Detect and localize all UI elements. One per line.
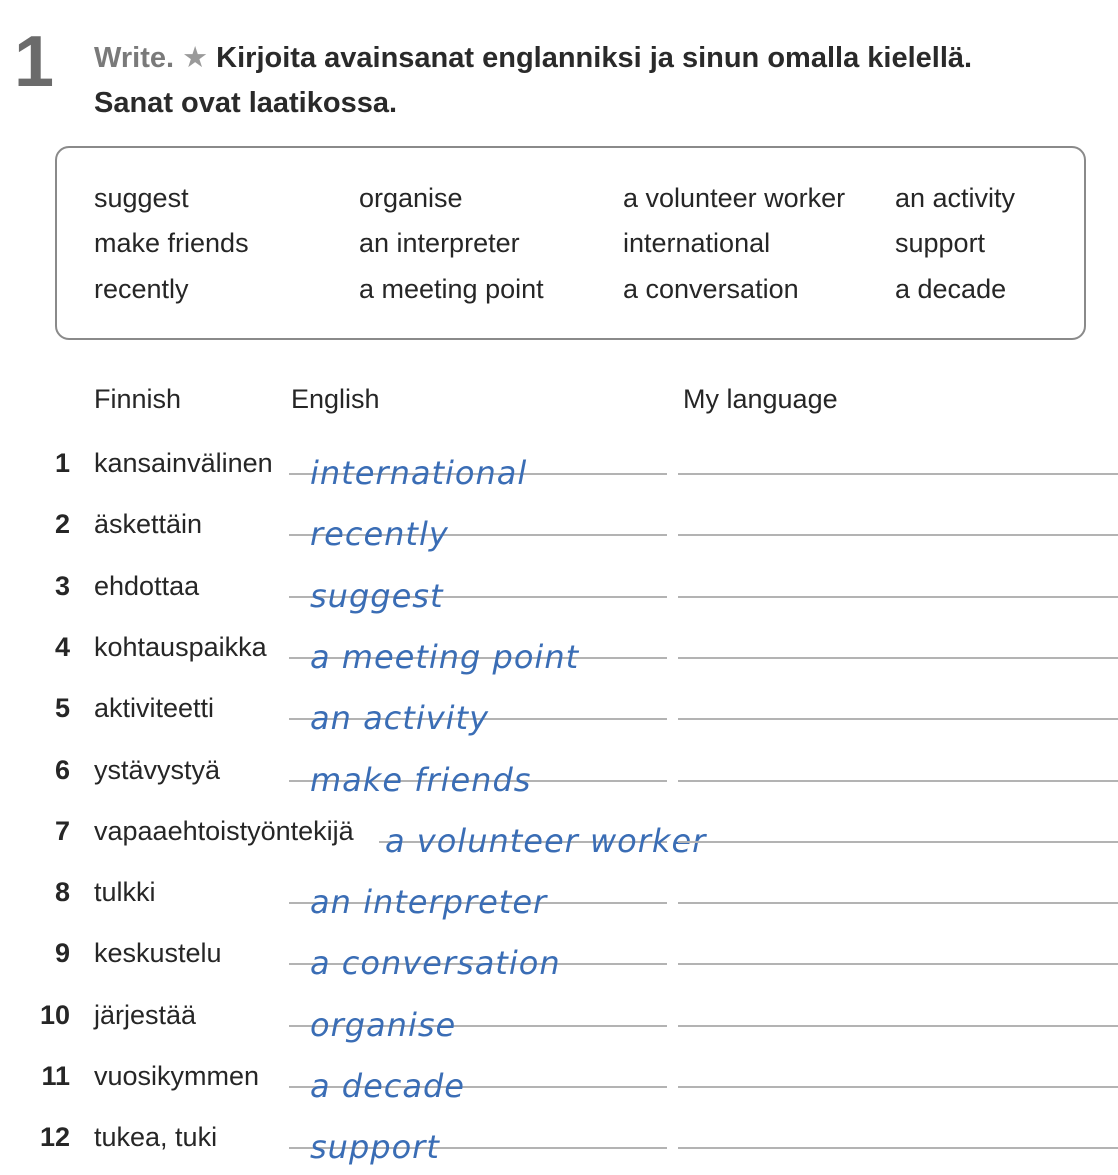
english-answer: recently xyxy=(310,515,449,553)
instruction-line-1: Kirjoita avainsanat englanniksi ja sinun omalla kielellä. xyxy=(216,42,973,74)
word-box-word: support xyxy=(895,228,986,258)
item-number: 5 xyxy=(54,693,70,723)
finnish-word: aktiviteetti xyxy=(94,693,215,723)
item-number: 1 xyxy=(54,448,70,478)
my-language-answer-field[interactable] xyxy=(678,841,1118,843)
my-language-answer-field[interactable] xyxy=(678,1025,1118,1027)
english-answer-field[interactable] xyxy=(379,822,707,860)
list-item xyxy=(0,1053,1118,1114)
item-number: 10 xyxy=(39,1000,70,1030)
list-item xyxy=(0,808,1118,869)
exercise-number: 1 xyxy=(14,22,55,102)
word-box-word: a conversation xyxy=(623,274,799,304)
english-answer-field[interactable] xyxy=(289,454,667,492)
item-number: 8 xyxy=(54,877,70,907)
item-number: 4 xyxy=(54,632,70,662)
list-item xyxy=(0,1114,1118,1175)
english-answer: international xyxy=(310,454,528,492)
english-answer: support xyxy=(310,1128,440,1166)
english-answer-field[interactable] xyxy=(289,761,667,799)
finnish-word: kohtauspaikka xyxy=(94,632,267,662)
word-box-word: a decade xyxy=(895,274,1007,304)
item-number: 2 xyxy=(54,509,70,539)
star-icon: ★ xyxy=(182,42,209,74)
list-item xyxy=(0,563,1118,624)
english-answer: organise xyxy=(310,1006,457,1044)
word-box-word: international xyxy=(623,228,771,258)
english-answer-field[interactable] xyxy=(289,944,667,982)
english-answer: an activity xyxy=(310,699,490,737)
list-item xyxy=(0,501,1118,562)
english-answer: a decade xyxy=(310,1067,465,1105)
my-language-answer-field[interactable] xyxy=(678,473,1118,475)
finnish-word: järjestää xyxy=(94,1000,197,1030)
header-my-language: My language xyxy=(683,384,838,414)
finnish-word: äskettäin xyxy=(94,509,203,539)
item-number: 7 xyxy=(54,816,70,846)
list-item xyxy=(0,747,1118,808)
my-language-answer-field[interactable] xyxy=(678,718,1118,720)
my-language-answer-field[interactable] xyxy=(678,902,1118,904)
my-language-answer-field[interactable] xyxy=(678,657,1118,659)
word-box-word: recently xyxy=(94,274,189,304)
english-answer: a meeting point xyxy=(310,638,580,676)
english-answer-field[interactable] xyxy=(289,515,667,553)
english-answer-field[interactable] xyxy=(289,1006,667,1044)
header-english: English xyxy=(291,384,380,414)
my-language-answer-field[interactable] xyxy=(678,1086,1118,1088)
finnish-word: ystävystyä xyxy=(94,755,221,785)
word-box-word: make friends xyxy=(94,228,249,258)
english-answer-field[interactable] xyxy=(289,1128,667,1166)
english-answer-field[interactable] xyxy=(289,1067,667,1105)
word-box-word: suggest xyxy=(94,183,189,213)
list-item xyxy=(0,869,1118,930)
item-number: 3 xyxy=(54,571,70,601)
english-answer: a conversation xyxy=(310,944,561,982)
list-item xyxy=(0,992,1118,1053)
english-answer-field[interactable] xyxy=(289,577,667,615)
list-item xyxy=(0,624,1118,685)
my-language-answer-field[interactable] xyxy=(678,534,1118,536)
instructions xyxy=(94,36,1094,126)
word-box-word: an activity xyxy=(895,183,1016,213)
list-item xyxy=(0,440,1118,501)
my-language-answer-field[interactable] xyxy=(678,780,1118,782)
my-language-answer-field[interactable] xyxy=(678,596,1118,598)
word-box-word: organise xyxy=(359,183,463,213)
item-number: 12 xyxy=(39,1122,70,1152)
my-language-answer-field[interactable] xyxy=(678,1147,1118,1149)
finnish-word: vapaaehtoistyöntekijä xyxy=(94,816,354,846)
english-answer-field[interactable] xyxy=(289,883,667,921)
english-answer: make friends xyxy=(310,761,532,799)
english-answer: suggest xyxy=(310,577,444,615)
finnish-word: keskustelu xyxy=(94,938,222,968)
finnish-word: vuosikymmen xyxy=(94,1061,260,1091)
english-answer: a volunteer worker xyxy=(385,822,707,860)
list-item xyxy=(0,930,1118,991)
list-item xyxy=(0,685,1118,746)
write-label: Write. xyxy=(94,42,175,74)
my-language-answer-field[interactable] xyxy=(678,963,1118,965)
item-number: 11 xyxy=(41,1061,70,1091)
header-finnish: Finnish xyxy=(94,384,182,414)
instruction-line-2: Sanat ovat laatikossa. xyxy=(94,87,398,119)
item-number: 9 xyxy=(54,938,70,968)
finnish-word: tulkki xyxy=(94,877,156,907)
finnish-word: kansainvälinen xyxy=(94,448,273,478)
english-answer-field[interactable] xyxy=(289,699,667,737)
finnish-word: ehdottaa xyxy=(94,571,200,601)
word-box-word: an interpreter xyxy=(359,228,520,258)
finnish-word: tukea, tuki xyxy=(94,1122,218,1152)
english-answer: an interpreter xyxy=(310,883,548,921)
word-box-word: a meeting point xyxy=(359,274,544,304)
english-answer-field[interactable] xyxy=(289,638,667,676)
word-box-word: a volunteer worker xyxy=(623,183,846,213)
item-number: 6 xyxy=(54,755,70,785)
